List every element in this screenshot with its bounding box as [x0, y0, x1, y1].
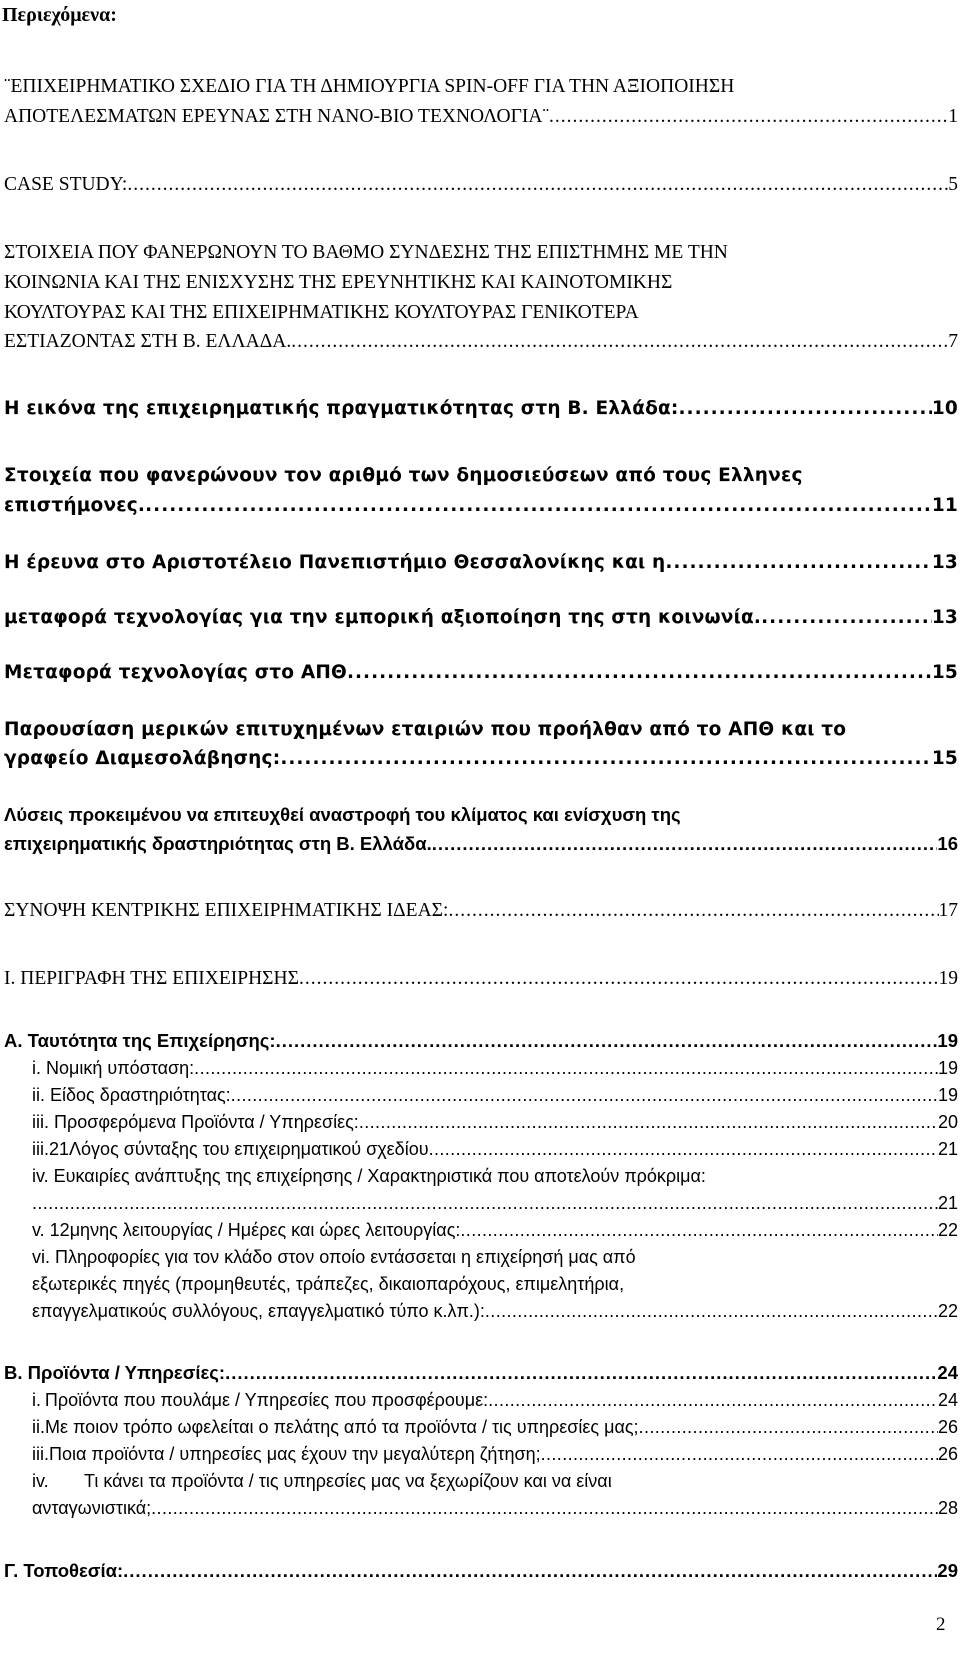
toc-entry-line[interactable]: [4, 174, 958, 196]
toc-entry-text: γραφείο Διαμεσολάβησης:: [4, 748, 281, 769]
toc-entry-text: Β. Προϊόντα / Υπηρεσίες:: [4, 1362, 226, 1383]
toc-entry-text: ΚΟΙΝΩΝΙΑ ΚΑΙ ΤΗΣ ΕΝΙΣΧΥΣΗΣ ΤΗΣ ΕΡΕΥΝΗΤΙΚΗΣ ΚΑΙ ΚΑΙΝΟΤΟΜΙΚΗΣ: [4, 272, 673, 293]
toc-entry-line[interactable]: [4, 242, 958, 264]
toc-entry-line[interactable]: [4, 495, 958, 516]
toc-entry-line[interactable]: [32, 1112, 958, 1133]
toc-title: Περιεχόμενα:: [2, 4, 117, 26]
dot-leader: [679, 398, 932, 419]
dot-leader: [151, 1498, 938, 1519]
toc-entry-page: 20: [937, 1112, 958, 1132]
toc-entry-number: ii.: [32, 1417, 45, 1437]
toc-entry-line[interactable]: [4, 1030, 958, 1052]
toc-entry-page: 21: [937, 1193, 958, 1213]
dot-leader: [429, 1139, 938, 1160]
toc-entry-line[interactable]: [4, 552, 958, 573]
toc-entry-line[interactable]: [32, 1058, 958, 1079]
toc-entry-line[interactable]: [4, 1560, 958, 1582]
toc-entry-text: v. 12μηνης λειτουργίας / Ημέρες και ώρες λειτουργίας:: [32, 1220, 461, 1240]
toc-entry-page: 16: [937, 833, 958, 854]
dot-leader: [145, 495, 932, 516]
toc-entry-text: CASE STUDY:: [4, 174, 128, 195]
toc-entry-number: i.: [32, 1390, 41, 1410]
toc-entry-text: ΑΠΟΤΕΛΕΣΜΑΤΩΝ ΕΡΕΥΝΑΣ ΣΤΗ ΝΑΝΟ-ΒΙΟ ΤΕΧΝΟΛΟΓΙΑ¨: [4, 106, 549, 127]
toc-entry-line[interactable]: [4, 106, 958, 128]
dot-leader: [665, 552, 931, 573]
dot-leader: [541, 1444, 938, 1465]
toc-entry-text: Ποια προϊόντα / υπηρεσίες μας έχουν την μεγαλύτερη ζήτηση;: [49, 1444, 541, 1464]
toc-entry-page: 5: [948, 174, 958, 195]
toc-entry-line[interactable]: [32, 1498, 958, 1519]
toc-entry-line[interactable]: [4, 272, 958, 294]
toc-entry-text: επαγγελματικούς συλλόγους, επαγγελματικό τύπο κ.λπ.):: [32, 1301, 485, 1321]
toc-entry-line[interactable]: [32, 1193, 958, 1214]
toc-entry-text: Με ποιον τρόπο ωφελείται ο πελάτης από τα προϊόντα / τις υπηρεσίες μας;: [45, 1417, 639, 1437]
toc-entry-line[interactable]: [4, 748, 958, 769]
toc-entry-page: 28: [937, 1498, 958, 1518]
toc-entry-page: 29: [937, 1560, 958, 1581]
dot-leader: [280, 748, 932, 769]
toc-entry-text: Παρουσίαση μερικών επιτυχημένων εταιριών που προήλθαν από το ΑΠΘ και το: [4, 719, 847, 740]
toc-entry-line[interactable]: [32, 1247, 958, 1268]
toc-entry-text: ¨ΕΠΙΧΕΙΡΗΜΑΤΙΚΟ ΣΧΕΔΙΟ ΓΙΑ ΤΗ ΔΗΜΙΟΥΡΓΙΑ SPIN-OFF ΓΙΑ ΤΗΝ ΑΞΙΟΠΟΙΗΣΗ: [4, 76, 735, 97]
toc-entry-page: 21: [937, 1139, 958, 1159]
toc-entry-text: επιχειρηματικής δραστηριότητας στη Β. Ελλάδα.: [4, 833, 432, 854]
page-number: 2: [936, 1614, 946, 1635]
toc-entry-page: 22: [937, 1220, 958, 1240]
toc-entry-line[interactable]: [32, 1417, 958, 1438]
toc-entry-page: 11: [931, 495, 958, 516]
toc-entry-text: ΣΤΟΙΧΕΙΑ ΠΟΥ ΦΑΝΕΡΩΝΟΥΝ ΤΟ ΒΑΘΜΟ ΣΥΝΔΕΣΗΣ ΤΗΣ ΕΠΙΣΤΗΜΗΣ ΜΕ ΤΗΝ: [4, 242, 728, 263]
toc-entry-line[interactable]: [4, 331, 958, 353]
toc-entry-text: ΚΟΥΛΤΟΥΡΑΣ ΚΑΙ ΤΗΣ ΕΠΙΧΕΙΡΗΜΑΤΙΚΗΣ ΚΟΥΛΤΟΥΡΑΣ ΓΕΝΙΚΟΤΕΡΑ: [4, 302, 639, 323]
toc-entry-page: 19: [937, 1030, 958, 1051]
toc-entry-line[interactable]: [4, 662, 958, 683]
toc-entry-text: Η εικόνα της επιχειρηματικής πραγματικότητας στη Β. Ελλάδα:: [4, 398, 679, 419]
dot-leader: [32, 1193, 938, 1214]
toc-entry-text: εξωτερικές πηγές (προμηθευτές, τράπεζες, δικαιοπαρόχους, επιμελητήρια,: [32, 1274, 625, 1294]
toc-entry-line[interactable]: [32, 1166, 958, 1187]
toc-entry-line[interactable]: [32, 1220, 958, 1241]
toc-entry-page: 1: [948, 106, 958, 127]
toc-entry-page: 22: [937, 1301, 958, 1321]
toc-entry-text: iv. Ευκαιρίες ανάπτυξης της επιχείρησης / Χαρακτηριστικά που αποτελούν πρόκριμα:: [32, 1166, 706, 1186]
toc-entry-line[interactable]: [32, 1085, 958, 1106]
toc-entry-text: Μεταφορά τεχνολογίας στο ΑΠΘ: [4, 662, 347, 683]
toc-entry-number: iii.: [32, 1444, 49, 1464]
toc-entry-text: iii.21Λόγος σύνταξης του επιχειρηματικού σχεδίου: [32, 1139, 429, 1159]
toc-entry-page: 19: [937, 1058, 958, 1078]
toc-entry-line[interactable]: [32, 1444, 958, 1465]
toc-entry-line[interactable]: [4, 607, 958, 628]
toc-entry-page: 26: [937, 1444, 958, 1464]
toc-entry-text: i. Νομική υπόσταση:: [32, 1058, 195, 1078]
dot-leader: [359, 1112, 938, 1133]
toc-entry-line[interactable]: [4, 302, 958, 324]
toc-entry-line[interactable]: [32, 1390, 958, 1411]
toc-entry-text: Α. Ταυτότητα της Επιχείρησης:: [4, 1030, 276, 1051]
dot-leader: [639, 1417, 938, 1438]
toc-entry-page: 13: [931, 552, 958, 573]
dot-leader: [276, 1030, 938, 1052]
toc-entry-page: 10: [931, 398, 958, 419]
dot-leader: [432, 833, 938, 855]
dot-leader: [291, 331, 948, 353]
toc-entry-text: Γ. Τοποθεσία:: [4, 1560, 124, 1581]
toc-entry-page: 19: [938, 968, 958, 989]
toc-entry-text: μεταφορά τεχνολογίας για την εμπορική αξιοποίηση της στη κοινωνία.: [4, 607, 762, 628]
toc-entry-line[interactable]: [4, 719, 958, 740]
toc-entry-line[interactable]: [32, 1471, 958, 1492]
dot-leader: [225, 1362, 937, 1384]
dot-leader: [231, 1085, 938, 1106]
dot-leader: [194, 1058, 938, 1079]
dot-leader: [460, 1220, 938, 1241]
toc-entry-text: ii. Είδος δραστηριότητας:: [32, 1085, 231, 1105]
toc-entry-text: ΕΣΤΙΑΖΟΝΤΑΣ ΣΤΗ Β. ΕΛΛΑΔΑ.: [4, 331, 292, 352]
toc-entry-text: Στοιχεία που φανερώνουν τον αριθμό των δημοσιεύσεων από τους Ελληνες: [4, 465, 803, 486]
toc-entry-text: ΣΥΝΟΨΗ ΚΕΝΤΡΙΚΗΣ ΕΠΙΧΕΙΡΗΜΑΤΙΚΗΣ ΙΔΕΑΣ:: [4, 900, 449, 921]
dot-leader: [485, 1301, 938, 1322]
toc-entry-line[interactable]: [4, 398, 958, 419]
dot-leader: [347, 662, 932, 683]
toc-entry-line[interactable]: [4, 833, 958, 855]
dot-leader: [123, 1560, 937, 1582]
toc-entry-text: Η έρευνα στο Αριστοτέλειο Πανεπιστήμιο Θεσσαλονίκης και η: [4, 552, 666, 573]
dot-leader: [299, 968, 939, 990]
toc-entry-text: Τι κάνει τα προϊόντα / τις υπηρεσίες μας να ξεχωρίζουν και να είναι: [84, 1471, 612, 1491]
toc-entry-page: 26: [937, 1417, 958, 1437]
toc-entry-text: ανταγωνιστικά;: [32, 1498, 152, 1518]
toc-entry-text: επιστήμονες.: [4, 495, 146, 516]
toc-entry-line[interactable]: [4, 76, 958, 98]
dot-leader: [127, 174, 948, 196]
toc-entry-page: 15: [931, 662, 958, 683]
toc-entry-text: Προϊόντα που πουλάμε / Υπηρεσίες που προσφέρουμε:: [44, 1390, 489, 1410]
dot-leader: [448, 900, 938, 922]
toc-entry-page: 15: [931, 748, 958, 769]
toc-entry-text: iii. Προσφερόμενα Προϊόντα / Υπηρεσίες:: [32, 1112, 359, 1132]
toc-entry-line[interactable]: [4, 968, 958, 990]
toc-entry-text: Ι. ΠΕΡΙΓΡΑΦΗ ΤΗΣ ΕΠΙΧΕΙΡΗΣΗΣ: [4, 968, 299, 989]
toc-entry-line[interactable]: [4, 900, 958, 922]
dot-leader: [488, 1390, 938, 1411]
toc-entry-line[interactable]: [4, 804, 958, 826]
toc-entry-page: 7: [948, 331, 958, 352]
toc-entry-line[interactable]: [4, 465, 958, 486]
toc-entry-line[interactable]: [32, 1139, 958, 1160]
toc-entry-line[interactable]: [4, 1362, 958, 1384]
toc-entry-number: iv.: [32, 1471, 49, 1491]
toc-entry-text: vi. Πληροφορίες για τον κλάδο στον οποίο εντάσσεται η επιχείρησή μας από: [32, 1247, 636, 1267]
toc-entry-page: 19: [937, 1085, 958, 1105]
dot-leader: [549, 106, 948, 128]
toc-entry-page: 24: [937, 1362, 958, 1383]
toc-entry-page: 13: [931, 607, 958, 628]
toc-entry-text: Λύσεις προκειμένου να επιτευχθεί αναστροφή του κλίματος και ενίσχυση της: [4, 804, 681, 825]
toc-entry-line[interactable]: [32, 1301, 958, 1322]
dot-leader: [761, 607, 932, 628]
toc-entry-page: 17: [938, 900, 958, 921]
toc-entry-page: 24: [937, 1390, 958, 1410]
toc-entry-line[interactable]: [32, 1274, 958, 1295]
